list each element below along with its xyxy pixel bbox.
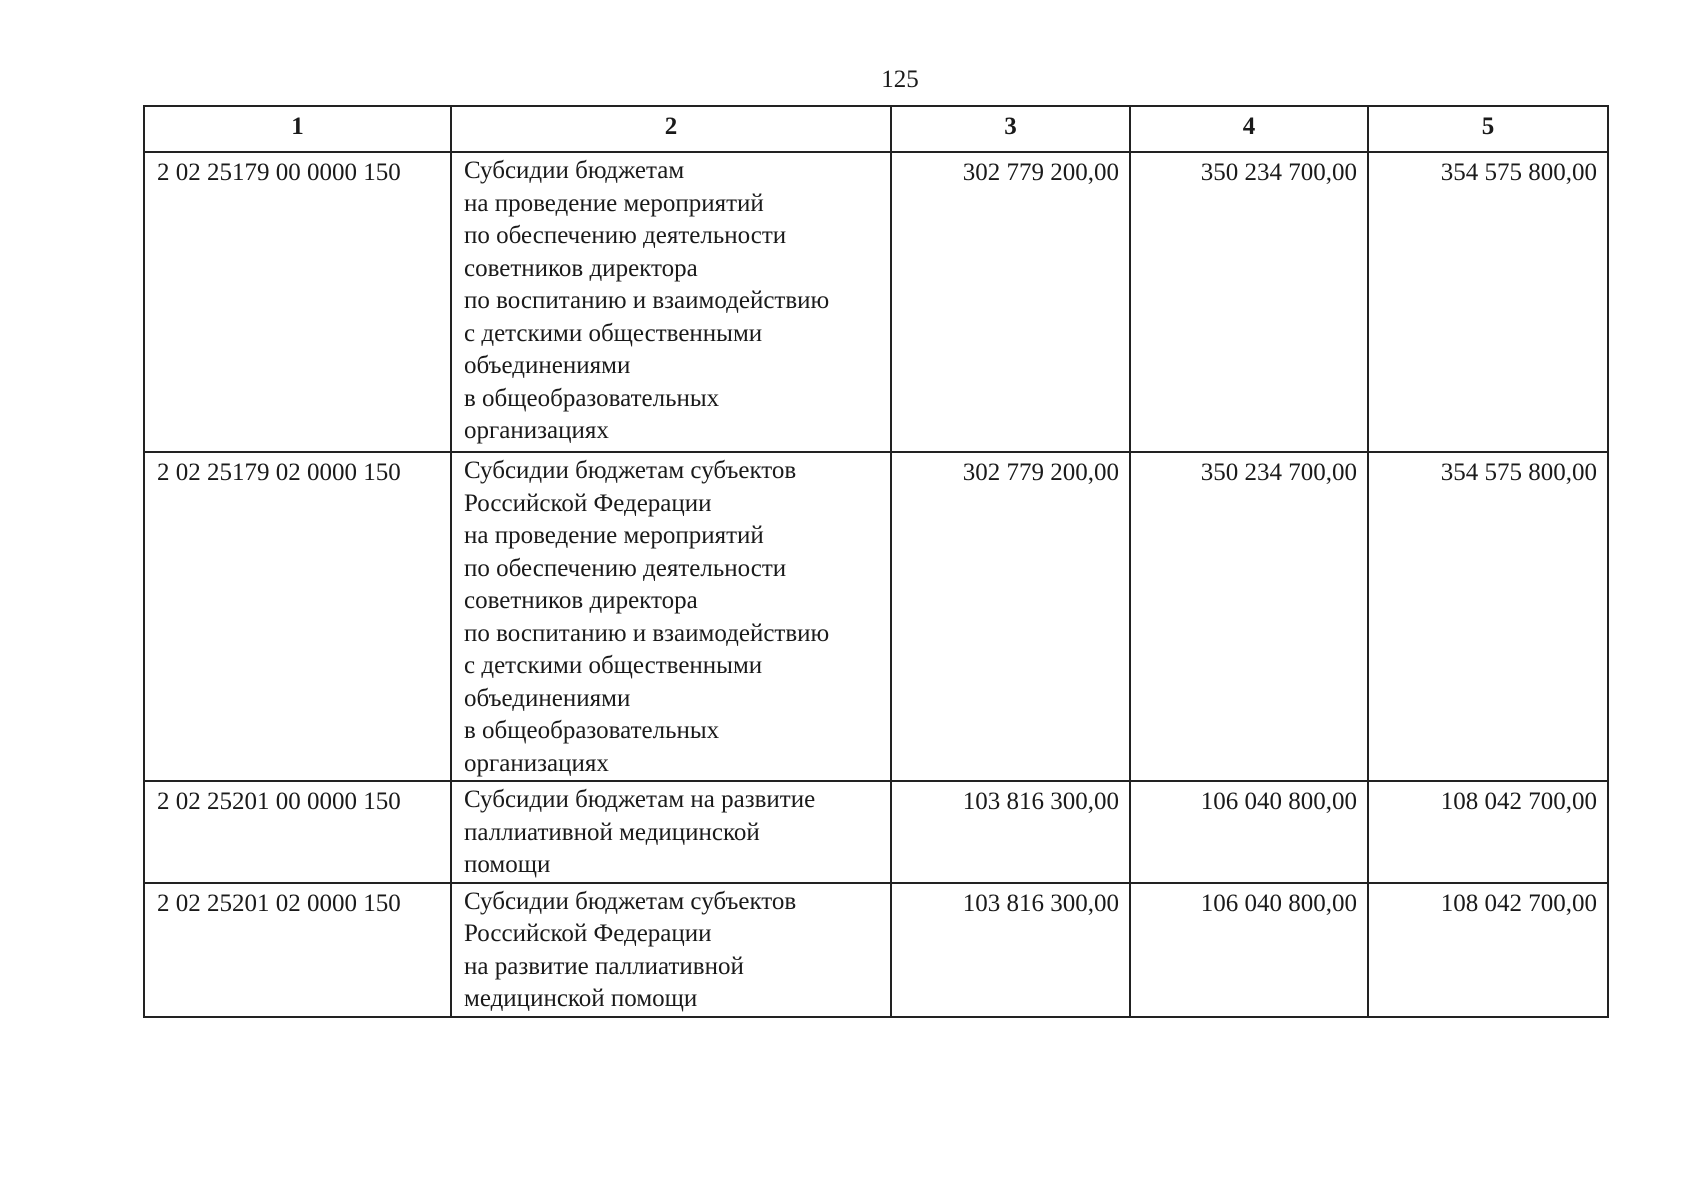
description-line: советников директора (464, 254, 698, 282)
table-row (144, 152, 1608, 452)
description-line: Субсидии бюджетам на развитие (464, 786, 816, 813)
description-cell (451, 152, 891, 452)
amount-col4-cell: 350 234 700,00 (1130, 452, 1368, 781)
column-header-4: 4 (1130, 106, 1368, 152)
amount-col5-cell: 108 042 700,00 (1368, 781, 1608, 883)
description-line: по обеспечению деятельности (464, 554, 787, 582)
table-row (144, 781, 1608, 883)
amount-col5-cell: 108 042 700,00 (1368, 883, 1608, 1017)
amount-col5-cell: 354 575 800,00 (1368, 452, 1608, 781)
amount-col3-cell: 302 779 200,00 (891, 152, 1130, 452)
description-line: в общеобразовательных (464, 717, 720, 744)
column-header-5: 5 (1368, 106, 1608, 152)
description-line: объединениями (464, 352, 631, 379)
description-line: организациях (464, 749, 609, 777)
description-line: Субсидии бюджетам (464, 157, 685, 184)
amount-col4-cell: 350 234 700,00 (1130, 152, 1368, 452)
description-line: на развитие паллиативной (464, 952, 744, 980)
description-cell (451, 781, 891, 883)
description-line: по воспитанию и взаимодействию (464, 619, 830, 647)
column-header-3: 3 (891, 106, 1130, 152)
amount-col3-cell: 103 816 300,00 (891, 883, 1130, 1017)
description-line: по обеспечению деятельности (464, 222, 787, 249)
description-line: Субсидии бюджетам субъектов (464, 887, 797, 915)
page-number: 125 (881, 66, 919, 93)
description-line: на проведение мероприятий (464, 522, 764, 549)
description-line: паллиативной медицинской (464, 818, 760, 846)
description-line: на проведение мероприятий (464, 189, 764, 217)
description-line: объединениями (464, 684, 631, 712)
description-line: организациях (464, 417, 609, 444)
description-cell (451, 883, 891, 1017)
table-row (144, 883, 1608, 1017)
column-header-1: 1 (144, 106, 451, 152)
description-line: по воспитанию и взаимодействию (464, 287, 830, 314)
description-line: с детскими общественными (464, 652, 763, 679)
table-header-row (144, 106, 1608, 152)
description-line: Российской Федерации (464, 489, 712, 517)
amount-col3-cell: 302 779 200,00 (891, 452, 1130, 781)
description-line: Субсидии бюджетам субъектов (464, 457, 797, 484)
description-line: в общеобразовательных (464, 384, 720, 412)
amount-col4-cell: 106 040 800,00 (1130, 781, 1368, 883)
description-line: Российской Федерации (464, 920, 712, 947)
description-cell (451, 452, 891, 781)
amount-col5-cell: 354 575 800,00 (1368, 152, 1608, 452)
column-header-2: 2 (451, 106, 891, 152)
budget-code-cell: 2 02 25201 02 0000 150 (144, 883, 451, 1017)
table-row (144, 452, 1608, 781)
description-line: помощи (464, 851, 551, 878)
amount-col3-cell: 103 816 300,00 (891, 781, 1130, 883)
budget-code-cell: 2 02 25179 02 0000 150 (144, 452, 451, 781)
budget-code-cell: 2 02 25201 00 0000 150 (144, 781, 451, 883)
description-line: с детскими общественными (464, 319, 763, 347)
description-line: советников директора (464, 587, 698, 614)
description-line: медицинской помощи (464, 985, 698, 1012)
budget-table-container (143, 105, 1607, 1018)
budget-table (143, 105, 1609, 1018)
budget-code-cell: 2 02 25179 00 0000 150 (144, 152, 451, 452)
amount-col4-cell: 106 040 800,00 (1130, 883, 1368, 1017)
